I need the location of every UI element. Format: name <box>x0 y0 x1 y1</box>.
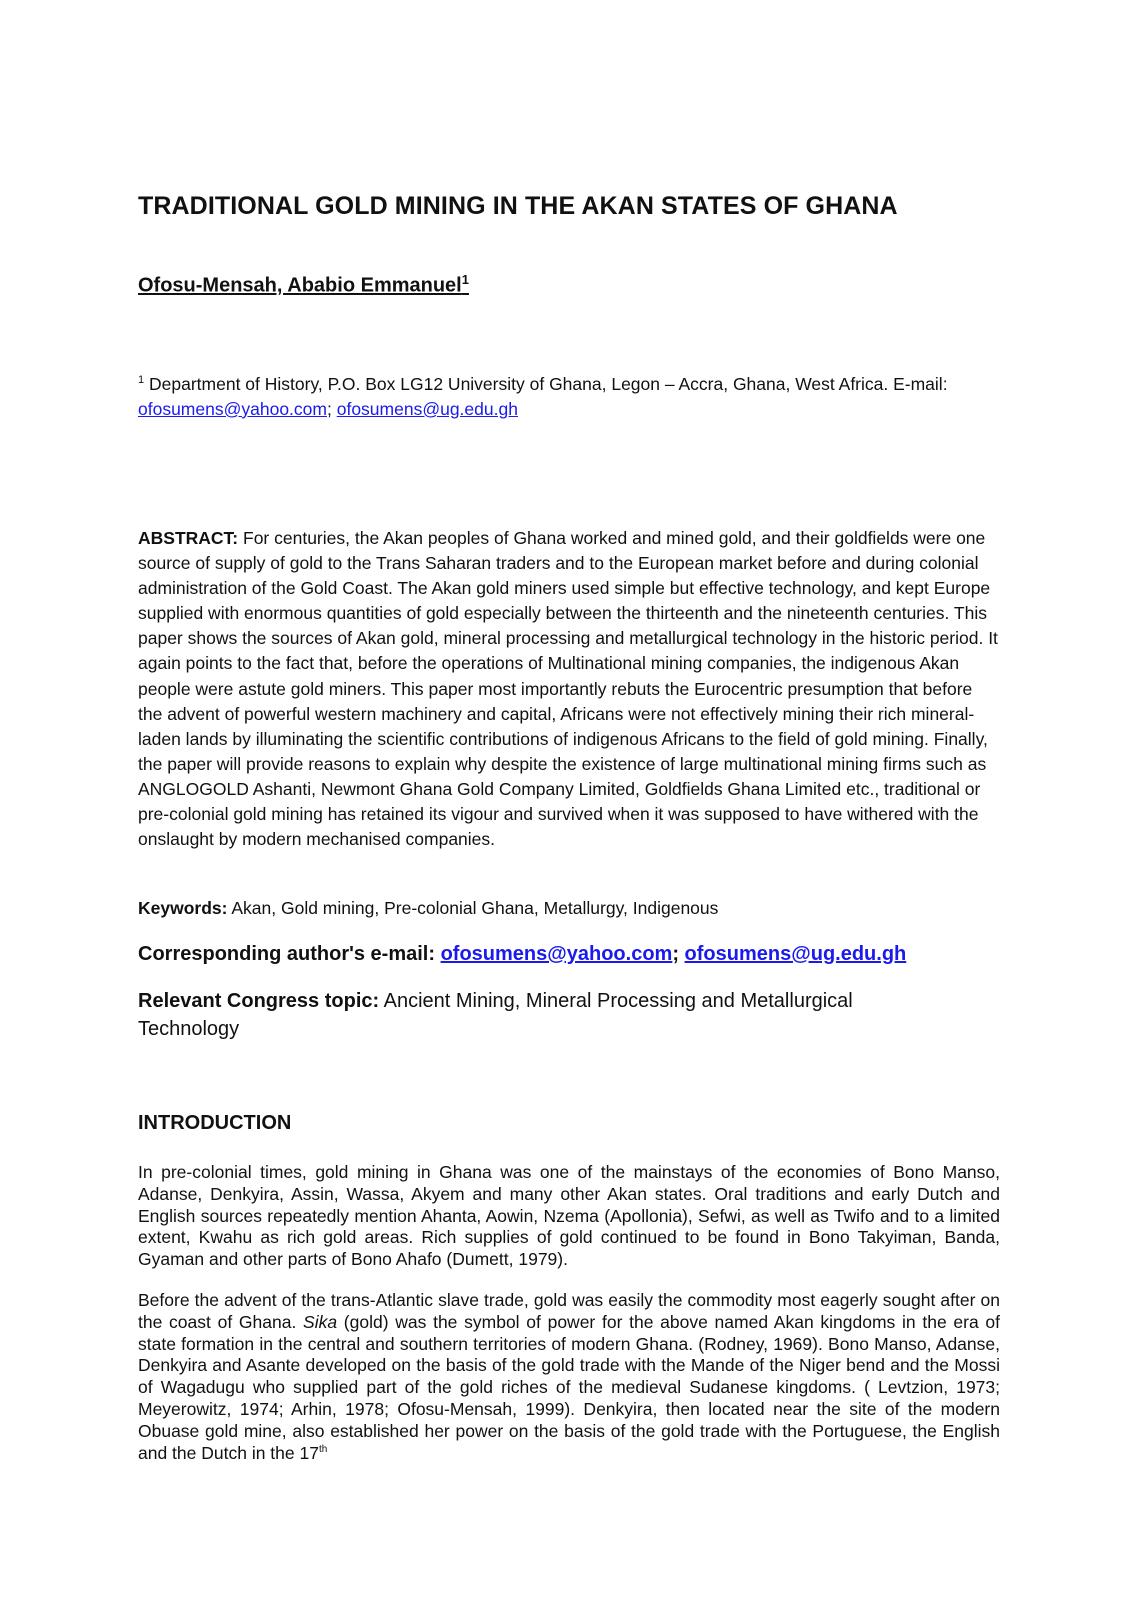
keywords <box>138 898 1000 919</box>
affiliation-email-yahoo-link[interactable]: ofosumens@yahoo.com <box>138 398 327 419</box>
corresponding-email-ug-link[interactable]: ofosumens@ug.edu.gh <box>684 943 907 965</box>
abstract <box>138 526 1000 852</box>
paragraph-2-text-b: (gold) was the symbol of power for the above named Akan kingdoms in the era of state formation in the central and southern territories of modern Ghana. (Rodney, 1969). Bono Manso, Adanse, Denkyira and Asante developed on the basis of the gold trade with the Mande of the Niger bend and the Mossi of Wagadugu who supplied part of the gold riches of the medieval Sudanese kingdoms. ( Levtzion, 1973; Meyerowitz, 1974; Arhin, 1978; Ofosu-Mensah, 1999). Denkyira, then located near the site of the modern Obuase gold mine, also established her power on the basis of the gold trade with the Portuguese, the English and the Dutch in the 17 <box>138 1311 1001 1463</box>
introduction-paragraph-2 <box>138 1290 1000 1464</box>
author-name <box>138 272 469 298</box>
introduction-paragraph-1: In pre-colonial times, gold mining in Ghana was one of the mainstays of the economies of Bono Manso, Adanse, Denkyira, Assin, Wassa, Akyem and many other Akan states. Oral traditions and early Dutch and English sources repeatedly mention Ahanta, Aowin, Nzema (Apollonia), Sefwi, as well as Twifo and to a limited extent, Kwahu as rich gold areas. Rich supplies of gold continued to be found in Bono Takyiman, Banda, Gyaman and other parts of Bono Ahafo (Dumett, 1979). <box>138 1162 1000 1270</box>
corresponding-label: Corresponding author's e-mail: <box>138 943 441 965</box>
topic-text: Ancient Mining, Mineral Processing and Metallurgical Technology <box>138 990 853 1040</box>
affiliation-email-separator: ; <box>326 398 337 419</box>
corresponding-email-yahoo-link[interactable]: ofosumens@yahoo.com <box>440 943 673 965</box>
paragraph-2-text-a: Before the advent of the trans-Atlantic slave trade, gold was easily the commodity most eagerly sought after on the coast of Ghana. <box>138 1290 1000 1332</box>
corresponding-email-separator: ; <box>672 943 685 965</box>
affiliation-email-ug-link[interactable]: ofosumens@ug.edu.gh <box>336 398 518 419</box>
paragraph-2-superscript: th <box>318 1443 328 1455</box>
corresponding-author <box>138 943 1038 966</box>
abstract-text: For centuries, the Akan peoples of Ghana worked and mined gold, and their goldfields were one source of supply of gold to the Trans Saharan traders and to the European market before and during colonial administration of the Gold Coast. The Akan gold miners used simple but effective technology, and kept Europe supplied with enormous quantities of gold especially between the thirteenth and the nineteenth centuries. This paper shows the sources of Akan gold, mineral processing and metallurgical technology in the historic period. It again points to the fact that, before the operations of Multinational mining companies, the indigenous Akan people were astute gold miners. This paper most importantly rebuts the Eurocentric presumption that before the advent of powerful western machinery and capital, Africans were not effectively mining their rich mineral-laden lands by illuminating the scientific contributions of indigenous Africans to the field of gold mining. Finally, the paper will provide reasons to explain why despite the existence of large multinational mining firms such as ANGLOGOLD Ashanti, Newmont Ghana Gold Company Limited, Goldfields Ghana Limited etc., traditional or pre-colonial gold mining has retained its vigour and survived when it was supposed to have withered with the onslaught by modern mechanised companies. <box>138 528 998 850</box>
abstract-label: ABSTRACT: <box>138 528 239 548</box>
topic-label: Relevant Congress topic: <box>138 990 380 1012</box>
paper-title: TRADITIONAL GOLD MINING IN THE AKAN STATES OF GHANA <box>138 192 898 220</box>
keywords-label: Keywords: <box>138 898 228 918</box>
keywords-text: Akan, Gold mining, Pre-colonial Ghana, Metallurgy, Indigenous <box>227 898 719 918</box>
author-name-text: Ofosu-Mensah, Ababio Emmanuel <box>138 274 462 297</box>
affiliation <box>138 368 998 422</box>
affiliation-text: Department of History, P.O. Box LG12 University of Ghana, Legon – Accra, Ghana, West Africa. E-mail: <box>149 373 948 394</box>
paragraph-2-italic-term: Sika <box>303 1311 338 1332</box>
introduction-heading: INTRODUCTION <box>138 1112 292 1134</box>
author-footnote-marker: 1 <box>461 272 469 287</box>
affiliation-marker: 1 <box>138 374 145 386</box>
congress-topic <box>138 987 938 1043</box>
